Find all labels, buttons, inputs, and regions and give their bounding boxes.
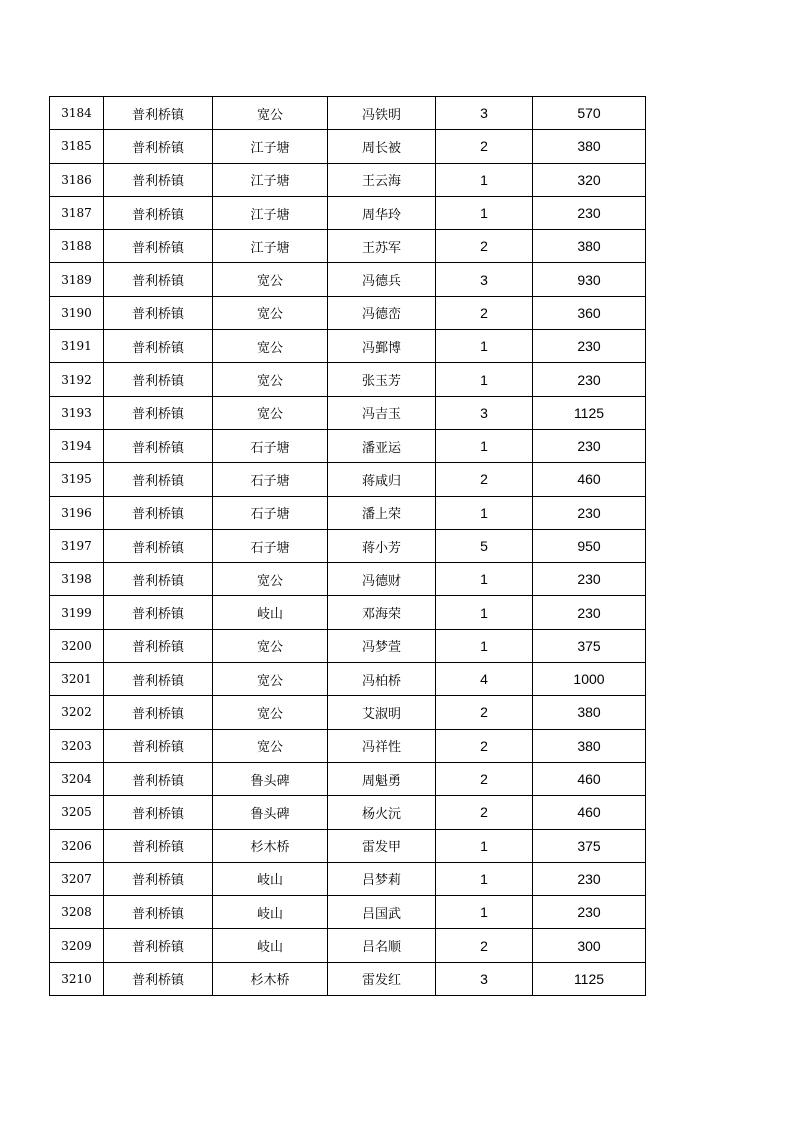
cell-name: 王云海 (328, 163, 436, 196)
cell-amount: 1125 (533, 962, 646, 995)
cell-village: 宽公 (213, 663, 328, 696)
cell-name: 王苏军 (328, 230, 436, 263)
cell-name: 冯德兵 (328, 263, 436, 296)
cell-town: 普利桥镇 (104, 629, 213, 662)
cell-town: 普利桥镇 (104, 696, 213, 729)
cell-id: 3198 (50, 563, 104, 596)
cell-village: 宽公 (213, 629, 328, 662)
cell-id: 3200 (50, 629, 104, 662)
cell-village: 宽公 (213, 97, 328, 130)
cell-village: 宽公 (213, 729, 328, 762)
cell-count: 1 (436, 563, 533, 596)
cell-name: 吕国武 (328, 896, 436, 929)
cell-village: 石子塘 (213, 463, 328, 496)
cell-name: 雷发甲 (328, 829, 436, 862)
cell-count: 3 (436, 97, 533, 130)
cell-village: 岐山 (213, 896, 328, 929)
cell-town: 普利桥镇 (104, 130, 213, 163)
cell-count: 1 (436, 363, 533, 396)
cell-name: 冯吉玉 (328, 396, 436, 429)
cell-amount: 380 (533, 230, 646, 263)
cell-name: 周魁勇 (328, 762, 436, 795)
cell-amount: 1000 (533, 663, 646, 696)
cell-town: 普利桥镇 (104, 563, 213, 596)
cell-village: 宽公 (213, 396, 328, 429)
table-row (50, 696, 646, 729)
cell-amount: 375 (533, 629, 646, 662)
table-row (50, 363, 646, 396)
cell-village: 鲁头碑 (213, 762, 328, 795)
cell-count: 1 (436, 629, 533, 662)
table-row (50, 396, 646, 429)
table-row (50, 663, 646, 696)
table-body (50, 97, 646, 996)
cell-count: 1 (436, 163, 533, 196)
cell-amount: 570 (533, 97, 646, 130)
cell-name: 冯鄞博 (328, 330, 436, 363)
table-row (50, 330, 646, 363)
cell-village: 岐山 (213, 862, 328, 895)
cell-count: 2 (436, 230, 533, 263)
table-row (50, 163, 646, 196)
cell-amount: 460 (533, 762, 646, 795)
cell-id: 3204 (50, 762, 104, 795)
cell-count: 1 (436, 896, 533, 929)
cell-name: 杨火沅 (328, 796, 436, 829)
table-row (50, 230, 646, 263)
cell-name: 冯柏桥 (328, 663, 436, 696)
cell-village: 石子塘 (213, 529, 328, 562)
cell-count: 1 (436, 330, 533, 363)
cell-id: 3207 (50, 862, 104, 895)
cell-town: 普利桥镇 (104, 596, 213, 629)
cell-id: 3206 (50, 829, 104, 862)
cell-count: 4 (436, 663, 533, 696)
cell-village: 宽公 (213, 330, 328, 363)
table-row (50, 629, 646, 662)
cell-id: 3187 (50, 196, 104, 229)
cell-count: 2 (436, 929, 533, 962)
table-row (50, 596, 646, 629)
cell-count: 2 (436, 463, 533, 496)
cell-town: 普利桥镇 (104, 529, 213, 562)
cell-amount: 380 (533, 130, 646, 163)
cell-village: 江子塘 (213, 163, 328, 196)
table-row (50, 196, 646, 229)
cell-village: 石子塘 (213, 429, 328, 462)
cell-town: 普利桥镇 (104, 829, 213, 862)
cell-count: 2 (436, 130, 533, 163)
cell-village: 江子塘 (213, 196, 328, 229)
cell-town: 普利桥镇 (104, 896, 213, 929)
cell-name: 周长被 (328, 130, 436, 163)
cell-name: 冯祥性 (328, 729, 436, 762)
cell-amount: 230 (533, 563, 646, 596)
cell-town: 普利桥镇 (104, 97, 213, 130)
cell-village: 石子塘 (213, 496, 328, 529)
cell-village: 岐山 (213, 929, 328, 962)
cell-town: 普利桥镇 (104, 429, 213, 462)
table-row (50, 496, 646, 529)
cell-name: 雷发红 (328, 962, 436, 995)
cell-id: 3202 (50, 696, 104, 729)
cell-id: 3193 (50, 396, 104, 429)
cell-town: 普利桥镇 (104, 962, 213, 995)
cell-id: 3192 (50, 363, 104, 396)
cell-town: 普利桥镇 (104, 263, 213, 296)
table-row (50, 962, 646, 995)
cell-amount: 360 (533, 296, 646, 329)
cell-town: 普利桥镇 (104, 330, 213, 363)
cell-name: 张玉芳 (328, 363, 436, 396)
cell-name: 蒋咸归 (328, 463, 436, 496)
cell-count: 3 (436, 396, 533, 429)
cell-village: 江子塘 (213, 230, 328, 263)
cell-village: 岐山 (213, 596, 328, 629)
table-row (50, 429, 646, 462)
cell-town: 普利桥镇 (104, 862, 213, 895)
data-table (49, 96, 646, 996)
cell-id: 3196 (50, 496, 104, 529)
cell-amount: 380 (533, 696, 646, 729)
cell-id: 3190 (50, 296, 104, 329)
table-row (50, 762, 646, 795)
cell-village: 杉木桥 (213, 962, 328, 995)
cell-name: 蒋小芳 (328, 529, 436, 562)
cell-amount: 1125 (533, 396, 646, 429)
cell-count: 1 (436, 496, 533, 529)
cell-id: 3208 (50, 896, 104, 929)
table-row (50, 263, 646, 296)
cell-id: 3194 (50, 429, 104, 462)
cell-id: 3205 (50, 796, 104, 829)
table-row (50, 729, 646, 762)
cell-amount: 375 (533, 829, 646, 862)
cell-amount: 930 (533, 263, 646, 296)
table-row (50, 130, 646, 163)
cell-amount: 230 (533, 363, 646, 396)
cell-id: 3199 (50, 596, 104, 629)
cell-town: 普利桥镇 (104, 230, 213, 263)
cell-amount: 320 (533, 163, 646, 196)
cell-amount: 230 (533, 896, 646, 929)
table-row (50, 529, 646, 562)
cell-amount: 230 (533, 330, 646, 363)
cell-town: 普利桥镇 (104, 796, 213, 829)
cell-village: 鲁头碑 (213, 796, 328, 829)
cell-amount: 300 (533, 929, 646, 962)
cell-amount: 230 (533, 429, 646, 462)
cell-name: 吕梦莉 (328, 862, 436, 895)
cell-count: 2 (436, 729, 533, 762)
cell-town: 普利桥镇 (104, 929, 213, 962)
cell-name: 艾淑明 (328, 696, 436, 729)
cell-id: 3195 (50, 463, 104, 496)
cell-village: 宽公 (213, 696, 328, 729)
cell-id: 3203 (50, 729, 104, 762)
cell-amount: 460 (533, 796, 646, 829)
cell-town: 普利桥镇 (104, 463, 213, 496)
cell-town: 普利桥镇 (104, 296, 213, 329)
cell-amount: 230 (533, 596, 646, 629)
cell-amount: 380 (533, 729, 646, 762)
cell-count: 2 (436, 796, 533, 829)
cell-town: 普利桥镇 (104, 396, 213, 429)
cell-name: 潘亚运 (328, 429, 436, 462)
cell-count: 1 (436, 429, 533, 462)
cell-name: 冯德财 (328, 563, 436, 596)
cell-count: 1 (436, 596, 533, 629)
cell-count: 2 (436, 296, 533, 329)
cell-count: 1 (436, 862, 533, 895)
cell-town: 普利桥镇 (104, 762, 213, 795)
cell-id: 3209 (50, 929, 104, 962)
cell-count: 3 (436, 962, 533, 995)
cell-name: 冯德峦 (328, 296, 436, 329)
cell-amount: 230 (533, 862, 646, 895)
cell-name: 冯铁明 (328, 97, 436, 130)
cell-id: 3197 (50, 529, 104, 562)
cell-count: 1 (436, 829, 533, 862)
cell-id: 3185 (50, 130, 104, 163)
cell-village: 宽公 (213, 563, 328, 596)
table-row (50, 929, 646, 962)
table-row (50, 97, 646, 130)
cell-name: 吕名顺 (328, 929, 436, 962)
cell-id: 3186 (50, 163, 104, 196)
cell-id: 3189 (50, 263, 104, 296)
table-row (50, 463, 646, 496)
cell-id: 3184 (50, 97, 104, 130)
table-row (50, 862, 646, 895)
cell-name: 周华玲 (328, 196, 436, 229)
cell-amount: 230 (533, 496, 646, 529)
table-row (50, 896, 646, 929)
table-row (50, 296, 646, 329)
cell-town: 普利桥镇 (104, 363, 213, 396)
cell-town: 普利桥镇 (104, 496, 213, 529)
cell-id: 3191 (50, 330, 104, 363)
cell-id: 3188 (50, 230, 104, 263)
cell-amount: 460 (533, 463, 646, 496)
cell-village: 江子塘 (213, 130, 328, 163)
cell-id: 3210 (50, 962, 104, 995)
table-row (50, 796, 646, 829)
cell-id: 3201 (50, 663, 104, 696)
cell-name: 冯梦萱 (328, 629, 436, 662)
cell-count: 1 (436, 196, 533, 229)
cell-count: 2 (436, 762, 533, 795)
cell-amount: 950 (533, 529, 646, 562)
cell-count: 5 (436, 529, 533, 562)
cell-village: 宽公 (213, 363, 328, 396)
table-row (50, 829, 646, 862)
cell-village: 杉木桥 (213, 829, 328, 862)
cell-count: 3 (436, 263, 533, 296)
cell-town: 普利桥镇 (104, 663, 213, 696)
cell-town: 普利桥镇 (104, 163, 213, 196)
cell-amount: 230 (533, 196, 646, 229)
cell-count: 2 (436, 696, 533, 729)
cell-town: 普利桥镇 (104, 196, 213, 229)
cell-town: 普利桥镇 (104, 729, 213, 762)
cell-village: 宽公 (213, 263, 328, 296)
cell-name: 邓海荣 (328, 596, 436, 629)
table-row (50, 563, 646, 596)
cell-village: 宽公 (213, 296, 328, 329)
cell-name: 潘上荣 (328, 496, 436, 529)
